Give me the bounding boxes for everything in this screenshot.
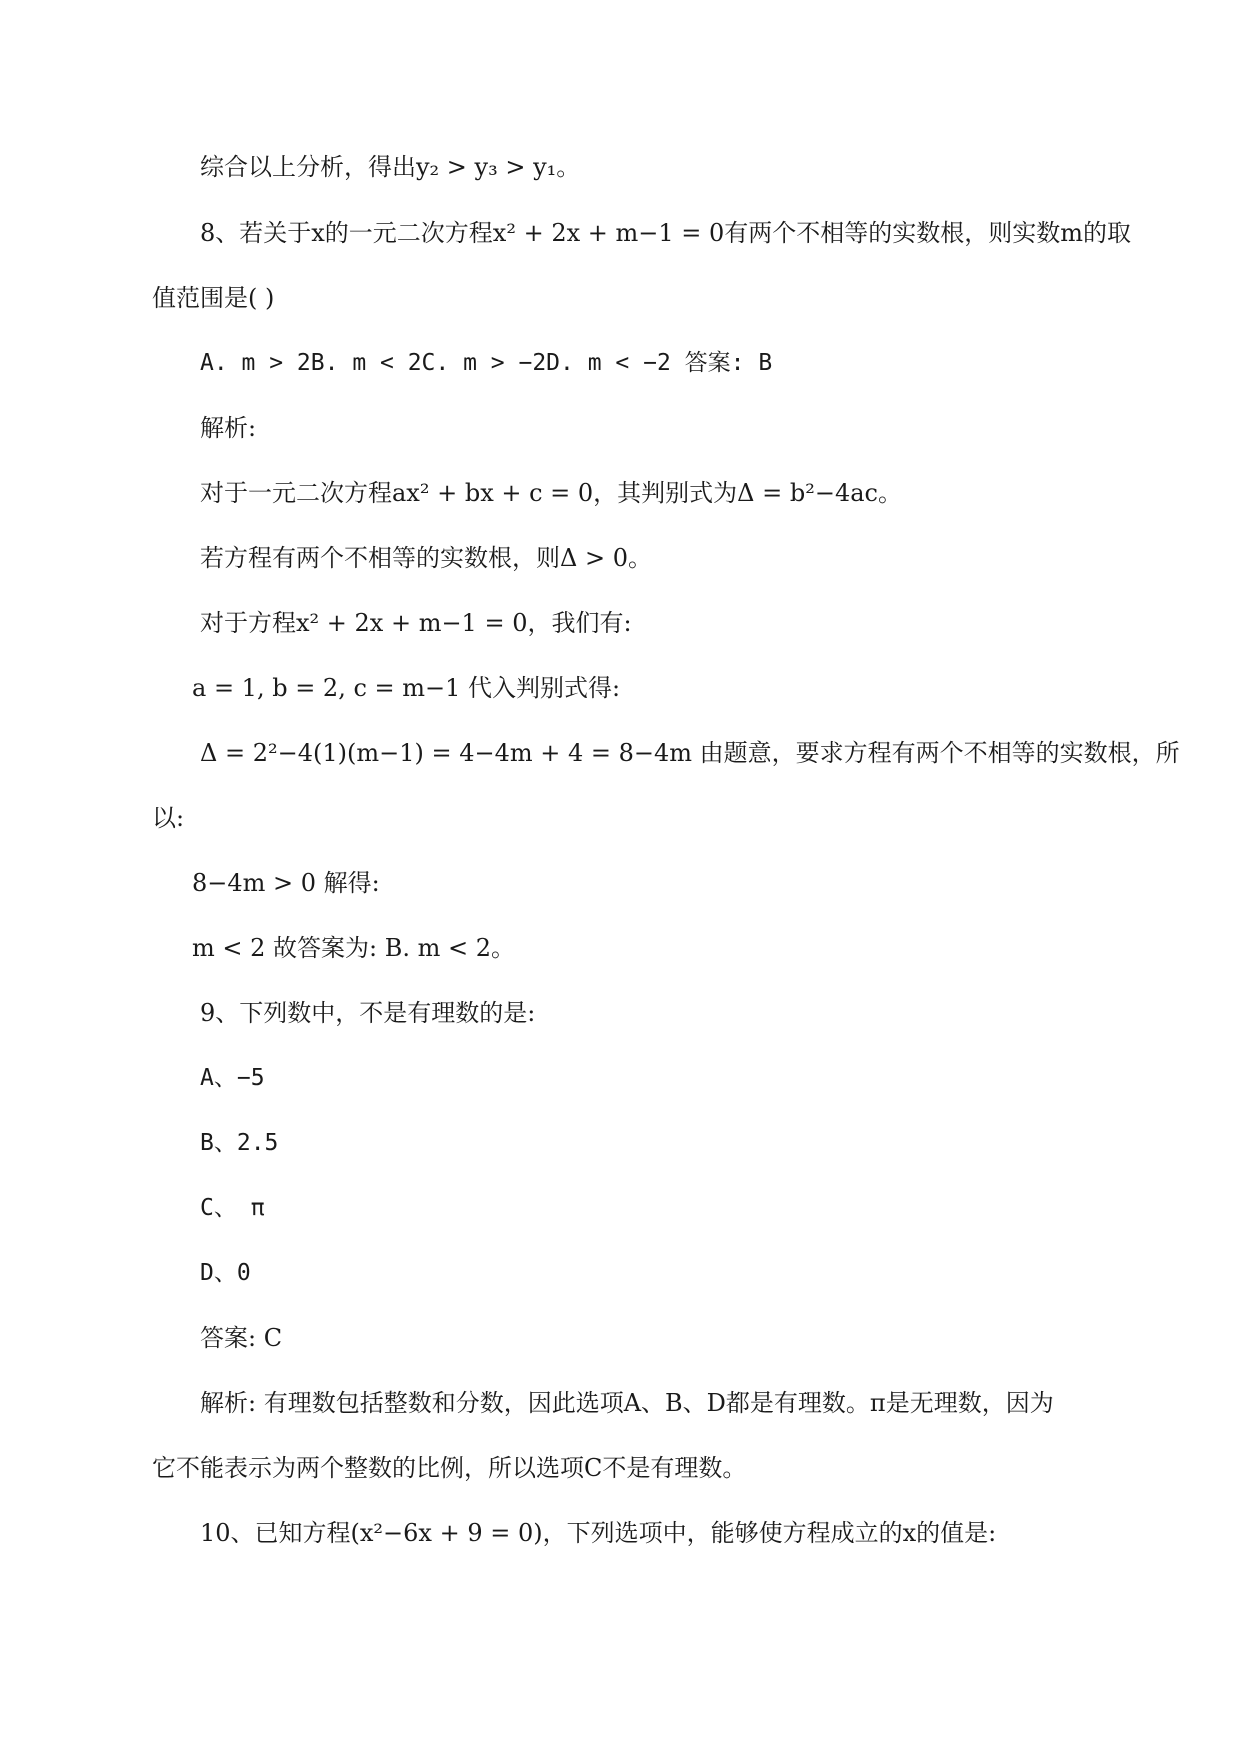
analysis-line-5: Δ = 2²−4(1)(m−1) = 4−4m + 4 = 8−4m 由题意，要求方程有两个不相等的实数根，所 xyxy=(200,739,1180,767)
analysis-line-6: 以: xyxy=(152,804,185,832)
analysis-line-3: 对于方程x² + 2x + m−1 = 0，我们有: xyxy=(200,609,632,637)
question-10: 10、已知方程(x²−6x + 9 = 0)，下列选项中，能够使方程成立的x的值是: xyxy=(200,1519,997,1547)
analysis-line-4: a = 1, b = 2, c = m−1 代入判别式得: xyxy=(192,674,621,702)
question-8-line-2: 值范围是( ) xyxy=(152,284,275,312)
option-a: A、−5 xyxy=(200,1065,265,1091)
option-d: D、0 xyxy=(200,1260,251,1286)
question-9: 9、下列数中，不是有理数的是: xyxy=(200,999,536,1027)
question-8-options: A. m > 2B. m < 2C. m > −2D. m < −2 答案: B xyxy=(200,350,773,376)
option-b: B、2.5 xyxy=(200,1130,279,1156)
analysis-9-line-2: 它不能表示为两个整数的比例，所以选项C不是有理数。 xyxy=(152,1454,747,1482)
analysis-line-2: 若方程有两个不相等的实数根，则Δ > 0。 xyxy=(200,544,652,572)
analysis-9-line-1: 解析: 有理数包括整数和分数，因此选项A、B、D都是有理数。π是无理数，因为 xyxy=(200,1389,1054,1417)
question-8-line-1: 8、若关于x的一元二次方程x² + 2x + m−1 = 0有两个不相等的实数根，则实数m的取 xyxy=(200,219,1132,247)
analysis-line-1: 对于一元二次方程ax² + bx + c = 0，其判别式为Δ = b²−4ac。 xyxy=(200,479,902,507)
analysis-line-8: m < 2 故答案为: B. m < 2。 xyxy=(192,934,516,962)
analysis-label: 解析: xyxy=(200,414,257,442)
option-c: C、 π xyxy=(200,1195,265,1221)
text-line-1: 综合以上分析，得出y₂ > y₃ > y₁。 xyxy=(200,153,581,181)
answer-9: 答案: C xyxy=(200,1324,283,1352)
analysis-line-7: 8−4m > 0 解得: xyxy=(192,869,380,897)
